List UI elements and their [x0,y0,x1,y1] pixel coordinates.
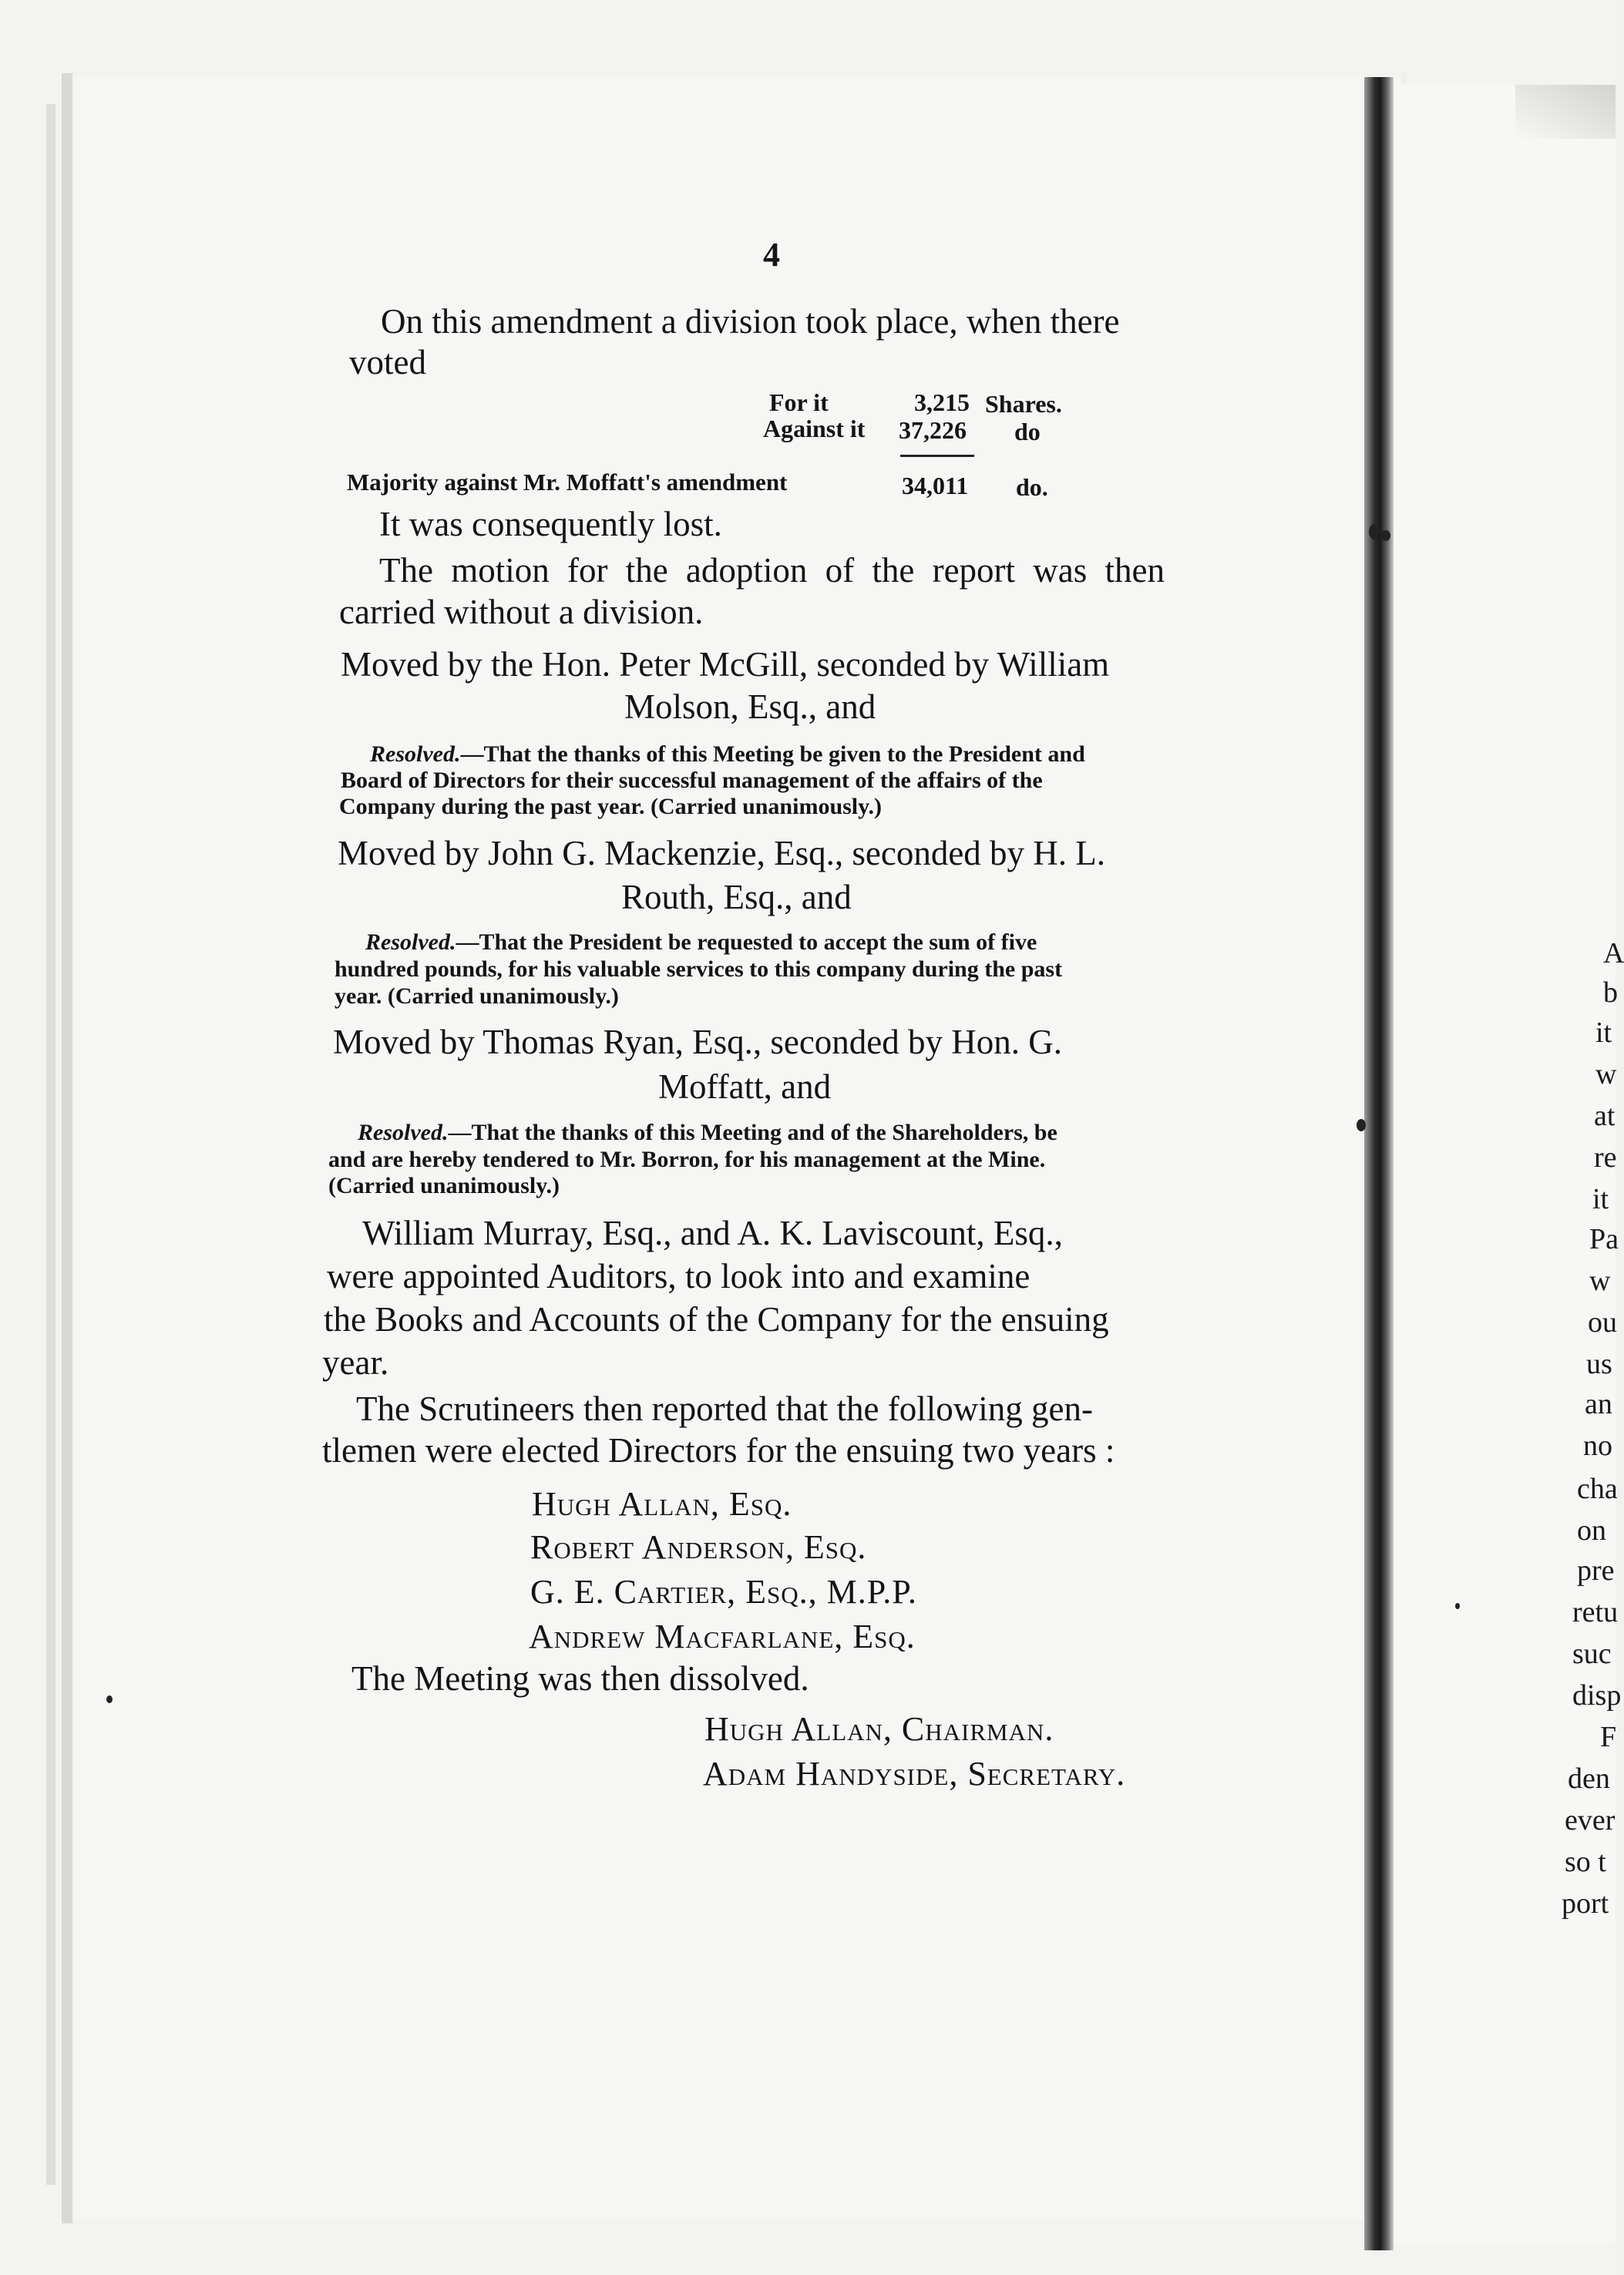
resolved-2-line-1 [365,931,1037,954]
dust-speck [106,1695,113,1703]
director-2: Robert Anderson, Esq. [530,1528,867,1566]
dust-speck [1381,530,1390,541]
auditors-line-3: the Books and Accounts of the Company for the ensuing [324,1300,1109,1339]
resolved-1-line-2: Board of Directors for their successful management of the affairs of the [341,768,1043,793]
right-fragment-9: w [1589,1265,1611,1297]
right-fragment-3: it [1595,1017,1612,1049]
resolved-2-label: Resolved. [365,929,456,955]
resolved-1-line-3: Company during the past year. (Carried unanimously.) [339,794,882,819]
lost-line: It was consequently lost. [379,505,722,543]
right-fragment-20: F [1600,1721,1617,1753]
corner-shadow [1515,85,1616,139]
director-1: Hugh Allan, Esq. [532,1485,792,1523]
resolved-2-line-3: year. (Carried unanimously.) [335,983,619,1009]
vote-against-label: Against it [763,415,866,442]
resolved-2-text-1: —That the President be requested to accept the sum of five [456,929,1037,955]
moved-2-line-1: Moved by John G. Mackenzie, Esq., seconded by H. L. [338,834,1106,872]
resolved-3-line-3: (Carried unanimously.) [328,1173,560,1198]
resolved-2-line-2: hundred pounds, for his valuable services to this company during the past [335,956,1063,982]
resolved-1-text-1: —That the thanks of this Meeting be given to the President and [460,741,1085,767]
right-fragment-4: w [1595,1058,1617,1090]
right-fragment-15: on [1577,1514,1606,1547]
director-3: G. E. Cartier, Esq., M.P.P. [530,1573,917,1611]
right-fragment-24: port [1562,1887,1609,1920]
auditors-line-1: William Murray, Esq., and A. K. Laviscount, Esq., [362,1214,1063,1252]
scrutineers-line-2: tlemen were elected Directors for the ensuing two years : [322,1431,1115,1470]
right-fragment-16: pre [1577,1554,1615,1587]
moved-2-line-2: Routh, Esq., and [621,878,852,916]
right-fragment-10: ou [1588,1306,1617,1339]
resolved-1-label: Resolved. [370,741,461,767]
right-fragment-23: so t [1565,1846,1606,1878]
signature-secretary: Adam Handyside, Secretary. [703,1755,1126,1793]
vote-against-value: 37,226 [899,416,967,444]
moved-3-line-2: Moffatt, and [658,1067,832,1106]
vote-for-value: 3,215 [914,388,970,416]
moved-1-line-1: Moved by the Hon. Peter McGill, seconded by William [341,645,1110,684]
right-fragment-12: an [1585,1388,1612,1420]
dust-speck [1369,524,1380,539]
paragraph-division-line-1: On this amendment a division took place, when there [381,302,1120,341]
paragraph-division-line-2: voted [349,343,426,381]
moved-3-line-1: Moved by Thomas Ryan, Esq., seconded by Hon. G. [333,1023,1063,1061]
vote-majority-unit: do. [1016,473,1048,501]
right-fragment-22: ever [1565,1804,1616,1836]
resolved-3-line-1 [358,1121,1057,1144]
auditors-line-2: were appointed Auditors, to look into and examine [327,1257,1031,1295]
resolved-3-line-2: and are hereby tendered to Mr. Borron, for his management at the Mine. [328,1147,1046,1172]
vote-against-unit: do [1014,418,1041,445]
page-number: 4 [763,236,780,274]
right-fragment-2: b [1603,976,1618,1009]
right-fragment-1: A [1603,937,1624,969]
right-fragment-18: suc [1572,1638,1612,1670]
sum-rule [900,455,974,457]
page-edge [46,104,55,2185]
resolved-3-label: Resolved. [358,1120,449,1145]
book-gutter [1364,77,1394,2250]
right-fragment-17: retu [1572,1596,1619,1628]
moved-1-line-2: Molson, Esq., and [624,687,876,726]
signature-chairman: Hugh Allan, Chairman. [704,1710,1054,1748]
auditors-line-4: year. [322,1343,389,1382]
resolved-3-text-1: —That the thanks of this Meeting and of the Shareholders, be [448,1120,1057,1145]
vote-majority-label: Majority against Mr. Moffatt's amendment [347,469,788,496]
vote-for-label: For it [769,388,829,416]
right-fragment-14: cha [1577,1473,1618,1505]
vote-majority-value: 34,011 [902,472,969,499]
right-fragment-8: Pa [1589,1223,1619,1255]
scrutineers-line-1: The Scrutineers then reported that the following gen- [356,1390,1093,1428]
resolved-1-line-1 [370,743,1085,766]
director-4: Andrew Macfarlane, Esq. [529,1618,916,1655]
vote-for-unit: Shares. [985,390,1062,418]
right-fragment-13: no [1583,1430,1612,1462]
motion-line-2: carried without a division. [339,593,704,631]
right-fragment-7: it [1592,1183,1609,1215]
right-fragment-21: den [1568,1763,1610,1795]
right-fragment-11: us [1586,1348,1612,1380]
dissolved-line: The Meeting was then dissolved. [351,1659,809,1698]
right-fragment-19: disp [1572,1679,1622,1712]
dust-speck [1357,1119,1366,1131]
dust-speck [1455,1603,1460,1609]
right-fragment-5: at [1594,1100,1616,1132]
right-fragment-6: re [1594,1141,1617,1174]
motion-line-1: The motion for the adoption of the report was then [379,551,1165,590]
